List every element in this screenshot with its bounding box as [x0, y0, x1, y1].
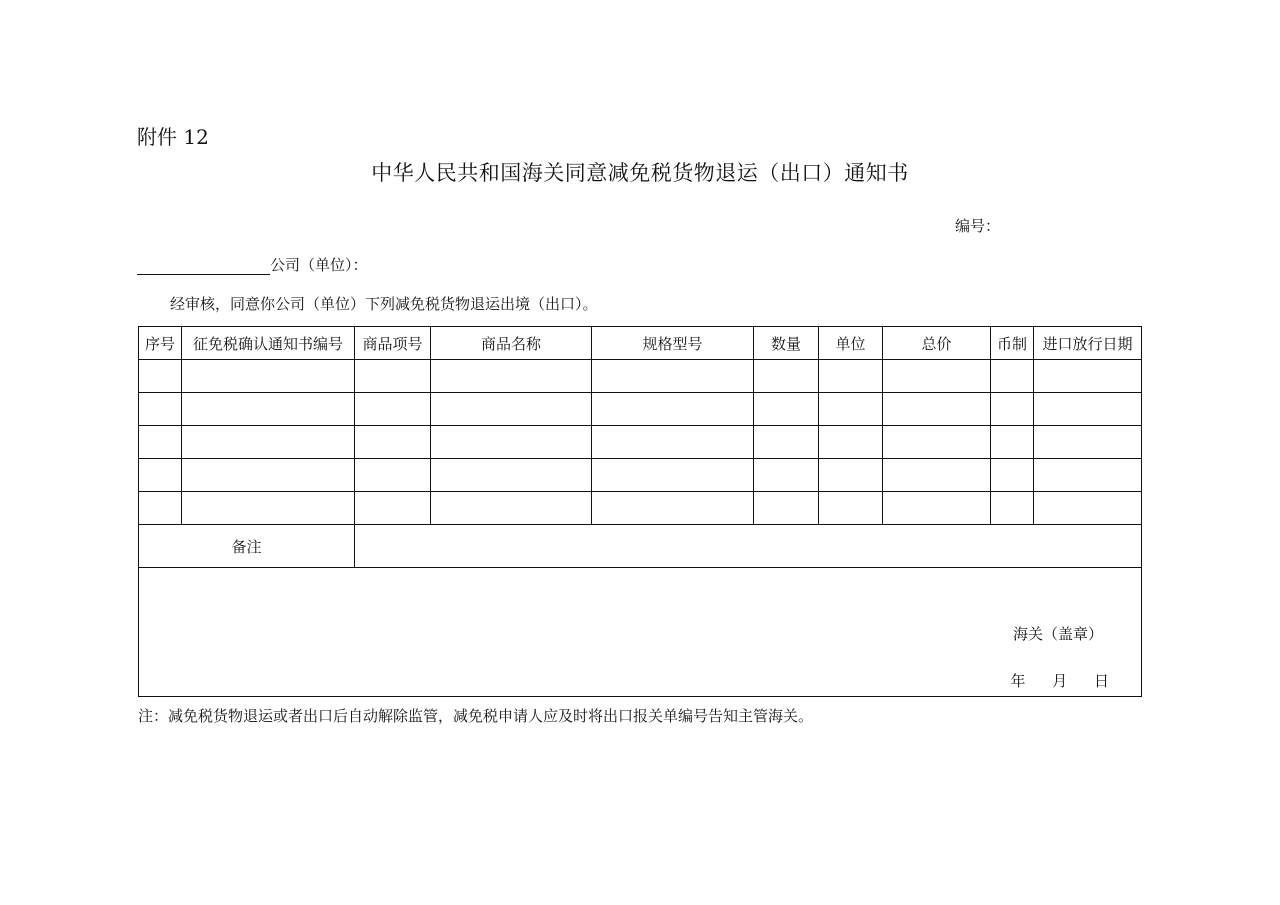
table-cell: [754, 393, 819, 426]
table-cell: [355, 426, 431, 459]
table-cell: [182, 393, 355, 426]
document-number-label: 编号：: [955, 217, 1001, 235]
table-cell: [139, 492, 182, 525]
table-cell: [819, 393, 883, 426]
table-cell: [1034, 360, 1142, 393]
table-cell: [431, 360, 592, 393]
table-cell: [1034, 393, 1142, 426]
table-cell: [592, 426, 754, 459]
table-cell: [991, 360, 1034, 393]
table-cell: [883, 492, 991, 525]
table-cell: [991, 426, 1034, 459]
table-cell: [1034, 492, 1142, 525]
remarks-cell: [355, 525, 1142, 568]
table-cell: [592, 459, 754, 492]
table-row: [139, 459, 1142, 492]
table-cell: [754, 459, 819, 492]
column-header: 币制: [991, 327, 1034, 360]
seal-cell: [139, 568, 1142, 697]
table-header-row: [139, 327, 1142, 360]
table-cell: [991, 459, 1034, 492]
table-cell: [883, 426, 991, 459]
column-header: 总价: [883, 327, 991, 360]
seal-row: [139, 568, 1142, 697]
table-row: [139, 360, 1142, 393]
column-header: 序号: [139, 327, 182, 360]
table-cell: [355, 360, 431, 393]
table-row: [139, 426, 1142, 459]
table-cell: [139, 393, 182, 426]
table-cell: [431, 426, 592, 459]
table-cell: [355, 393, 431, 426]
table-row: [139, 393, 1142, 426]
column-header: 商品名称: [431, 327, 592, 360]
table-cell: [819, 426, 883, 459]
table-cell: [754, 360, 819, 393]
table-cell: [754, 426, 819, 459]
table-cell: [592, 393, 754, 426]
attachment-label: 附件 12: [137, 125, 209, 149]
table-cell: [883, 360, 991, 393]
table-cell: [182, 426, 355, 459]
customs-seal-label: 海关（盖章）: [1012, 625, 1103, 643]
column-header: 数量: [754, 327, 819, 360]
table-cell: [592, 360, 754, 393]
approval-text: 经审核，同意你公司（单位）下列减免税货物退运出境（出口）。: [170, 295, 598, 313]
footnote: 注：减免税货物退运或者出口后自动解除监管，减免税申请人应及时将出口报关单编号告知主管海关。: [138, 707, 814, 725]
table-cell: [139, 360, 182, 393]
table-cell: [1034, 459, 1142, 492]
table-cell: [431, 459, 592, 492]
table-cell: [182, 360, 355, 393]
column-header: 进口放行日期: [1034, 327, 1142, 360]
document-title: 中华人民共和国海关同意减免税货物退运（出口）通知书: [371, 161, 909, 185]
table-cell: [991, 492, 1034, 525]
table-cell: [819, 360, 883, 393]
table-cell: [883, 459, 991, 492]
column-header: 规格型号: [592, 327, 754, 360]
table-cell: [431, 492, 592, 525]
table-cell: [819, 459, 883, 492]
table-row: [139, 492, 1142, 525]
table-cell: [139, 459, 182, 492]
company-line: [137, 254, 368, 275]
company-name-blank: [137, 256, 270, 275]
table-cell: [819, 492, 883, 525]
goods-table: [138, 326, 1142, 697]
company-label: 公司（单位）：: [270, 256, 368, 274]
table-cell: [182, 492, 355, 525]
remarks-row: [139, 525, 1142, 568]
remarks-label: 备注: [139, 525, 355, 568]
table-cell: [355, 459, 431, 492]
table-cell: [431, 393, 592, 426]
table-cell: [991, 393, 1034, 426]
table-cell: [139, 426, 182, 459]
table-cell: [355, 492, 431, 525]
column-header: 单位: [819, 327, 883, 360]
table-cell: [754, 492, 819, 525]
table-cell: [182, 459, 355, 492]
column-header: 征免税确认通知书编号: [182, 327, 355, 360]
date-line: 年 月 日: [1010, 672, 1109, 690]
table-cell: [1034, 426, 1142, 459]
table-cell: [592, 492, 754, 525]
column-header: 商品项号: [355, 327, 431, 360]
table-cell: [883, 393, 991, 426]
